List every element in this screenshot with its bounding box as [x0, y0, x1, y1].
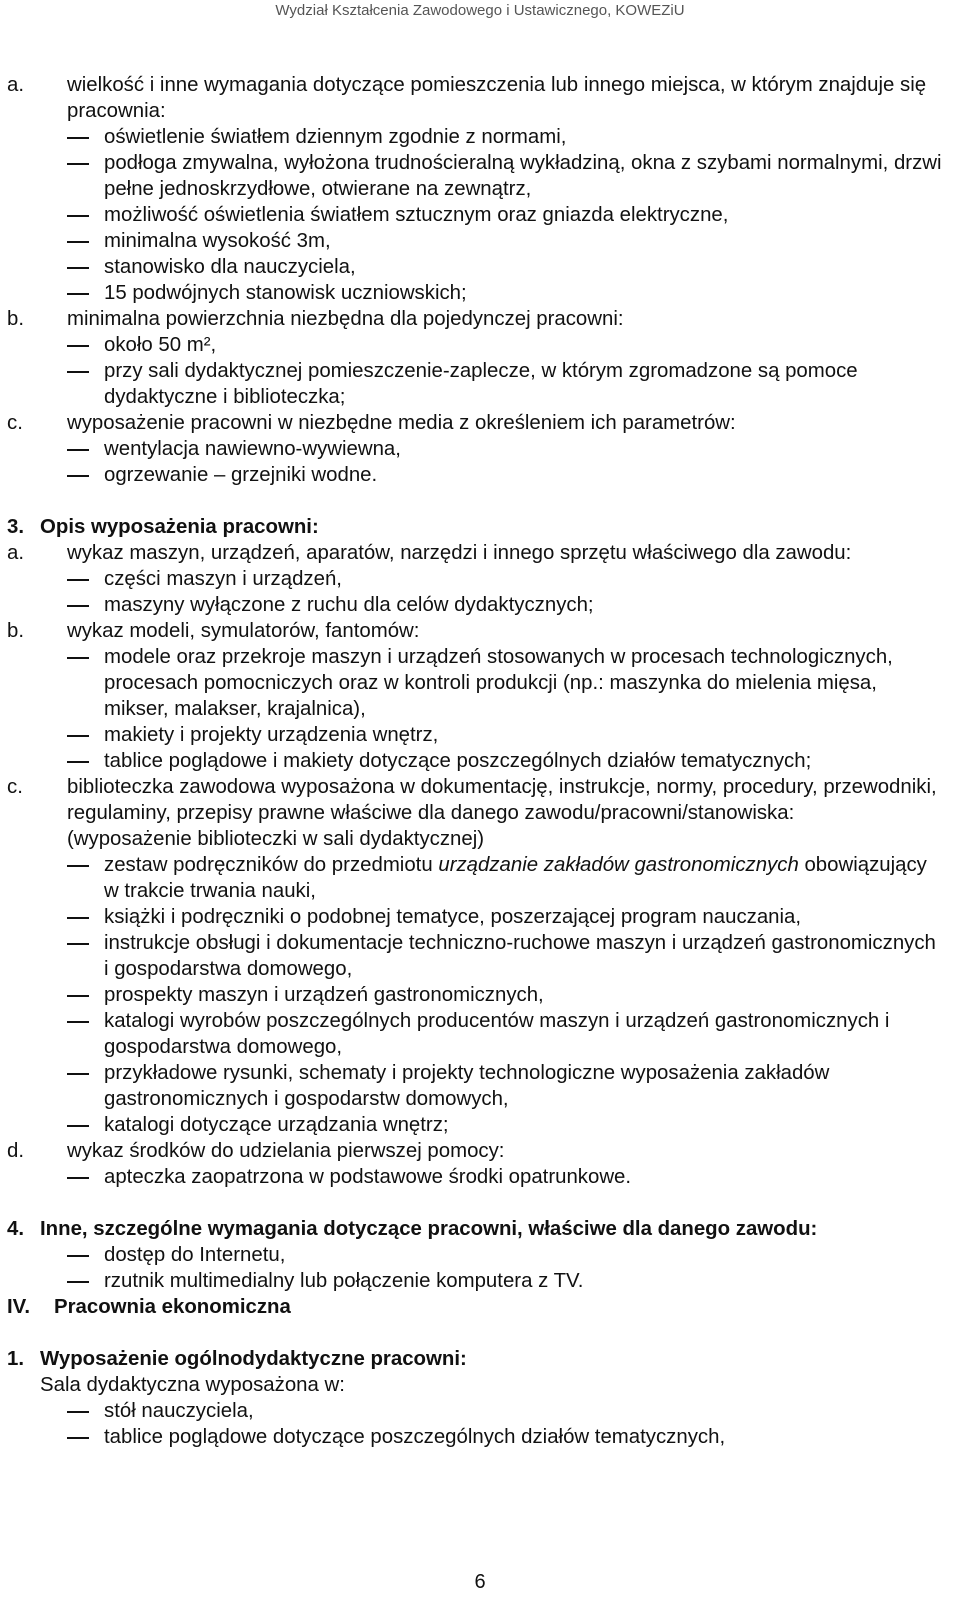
list-item-text: wyposażenie pracowni w niezbędne media z określeniem ich parametrów: [67, 412, 736, 434]
list-item-c [0, 410, 960, 436]
bullet-item: prospekty maszyn i urządzeń gastronomicznych, [0, 982, 960, 1008]
bullet-item: stół nauczyciela, [0, 1398, 960, 1424]
section-4-heading [0, 1216, 960, 1242]
list-marker: c. [7, 412, 23, 434]
list-marker: a. [7, 74, 25, 96]
bullet-item: przy sali dydaktycznej pomieszczenie-zaplecze, w którym zgromadzone są pomoce dydaktyczne i biblioteczka; [0, 358, 960, 410]
list-item-note: (wyposażenie biblioteczki w sali dydaktycznej) [67, 828, 485, 850]
bullet-item: oświetlenie światłem dziennym zgodnie z normami, [0, 124, 960, 150]
bullet-item: maszyny wyłączone z ruchu dla celów dydaktycznych; [0, 592, 960, 618]
section-number: 1. [7, 1348, 25, 1370]
page-content [0, 72, 960, 1450]
bullet-item: dostęp do Internetu, [0, 1242, 960, 1268]
list-item-text: minimalna powierzchnia niezbędna dla pojedynczej pracowni: [67, 308, 624, 330]
bullet-item: przykładowe rysunki, schematy i projekty technologiczne wyposażenia zakładów gastronomicznych i gospodarstw domowych, [0, 1060, 960, 1112]
bullet-text: zestaw podręczników do przedmiotu [104, 854, 439, 876]
list-marker: b. [7, 620, 25, 642]
list-marker: a. [7, 542, 25, 564]
bullet-item: modele oraz przekroje maszyn i urządzeń stosowanych w procesach technologicznych, procesach pomocniczych oraz w kontroli produkcji (np.: maszynka do mielenia mięsa, mikser, malakser, krajalnica), [0, 644, 960, 722]
section-3-heading [0, 514, 960, 540]
page-number: 6 [474, 1571, 486, 1593]
bullet-item: podłoga zmywalna, wyłożona trudnościeralną wykładziną, okna z szybami normalnymi, drzwi pełne jednoskrzydłowe, otwierane na zewnątrz, [0, 150, 960, 202]
chapter-iv-heading [0, 1294, 960, 1320]
bullet-item: 15 podwójnych stanowisk uczniowskich; [0, 280, 960, 306]
bullet-item: możliwość oświetlenia światłem sztucznym oraz gniazda elektryczne, [0, 202, 960, 228]
section-title: Wyposażenie ogólnodydaktyczne pracowni: [40, 1348, 467, 1370]
bullet-item: katalogi wyrobów poszczególnych producentów maszyn i urządzeń gastronomicznych i gospodarstwa domowego, [0, 1008, 960, 1060]
subject-name: urządzanie zakładów gastronomicznych [438, 854, 799, 876]
list-item-text: biblioteczka zawodowa wyposażona w dokumentację, instrukcje, normy, procedury, przewodniki, regulaminy, przepisy prawne właściwe dla danego zawodu/pracowni/stanowiska: [67, 776, 937, 824]
section-number: 4. [7, 1218, 25, 1240]
list-item-3c [0, 774, 960, 852]
bullet-item: minimalna wysokość 3m, [0, 228, 960, 254]
list-item-text: wykaz modeli, symulatorów, fantomów: [67, 620, 420, 642]
list-marker: c. [7, 776, 23, 798]
bullet-item: części maszyn i urządzeń, [0, 566, 960, 592]
bullet-item: instrukcje obsługi i dokumentacje techniczno-ruchowe maszyn i urządzeń gastronomicznych i gospodarstwa domowego, [0, 930, 960, 982]
list-marker: d. [7, 1140, 25, 1162]
section-title: Inne, szczególne wymagania dotyczące pracowni, właściwe dla danego zawodu: [40, 1218, 818, 1240]
bullet-item: ogrzewanie – grzejniki wodne. [0, 462, 960, 488]
bullet-item: tablice poglądowe dotyczące poszczególnych działów tematycznych, [0, 1424, 960, 1450]
bullet-item: wentylacja nawiewno-wywiewna, [0, 436, 960, 462]
running-header: Wydział Kształcenia Zawodowego i Ustawicznego, KOWEZiU [275, 2, 685, 19]
bullet-item: katalogi dotyczące urządzania wnętrz; [0, 1112, 960, 1138]
bullet-item: około 50 m², [0, 332, 960, 358]
section-title: Opis wyposażenia pracowni: [40, 516, 319, 538]
section-1-heading [0, 1346, 960, 1372]
list-item-3b [0, 618, 960, 644]
list-item-3a [0, 540, 960, 566]
bullet-item: apteczka zaopatrzona w podstawowe środki opatrunkowe. [0, 1164, 960, 1190]
bullet-item: rzutnik multimedialny lub połączenie komputera z TV. [0, 1268, 960, 1294]
section-intro: Sala dydaktyczna wyposażona w: [40, 1374, 345, 1396]
list-item-text: wykaz środków do udzielania pierwszej pomocy: [67, 1140, 505, 1162]
chapter-number: IV. [7, 1296, 31, 1318]
bullet-item: stanowisko dla nauczyciela, [0, 254, 960, 280]
list-item-a [0, 72, 960, 124]
bullet-item: makiety i projekty urządzenia wnętrz, [0, 722, 960, 748]
list-marker: b. [7, 308, 25, 330]
bullet-item: książki i podręczniki o podobnej tematyce, poszerzającej program nauczania, [0, 904, 960, 930]
section-number: 3. [7, 516, 25, 538]
bullet-text: obowiązujący w trakcie trwania nauki, [104, 854, 927, 902]
list-item-3d [0, 1138, 960, 1164]
list-item-text: wykaz maszyn, urządzeń, aparatów, narzędzi i innego sprzętu właściwego dla zawodu: [67, 542, 852, 564]
chapter-title: Pracownia ekonomiczna [54, 1296, 291, 1318]
bullet-item [0, 852, 960, 904]
list-item-text: wielkość i inne wymagania dotyczące pomieszczenia lub innego miejsca, w którym znajduje się pracownia: [67, 74, 927, 122]
list-item-b [0, 306, 960, 332]
bullet-item: tablice poglądowe i makiety dotyczące poszczególnych działów tematycznych; [0, 748, 960, 774]
